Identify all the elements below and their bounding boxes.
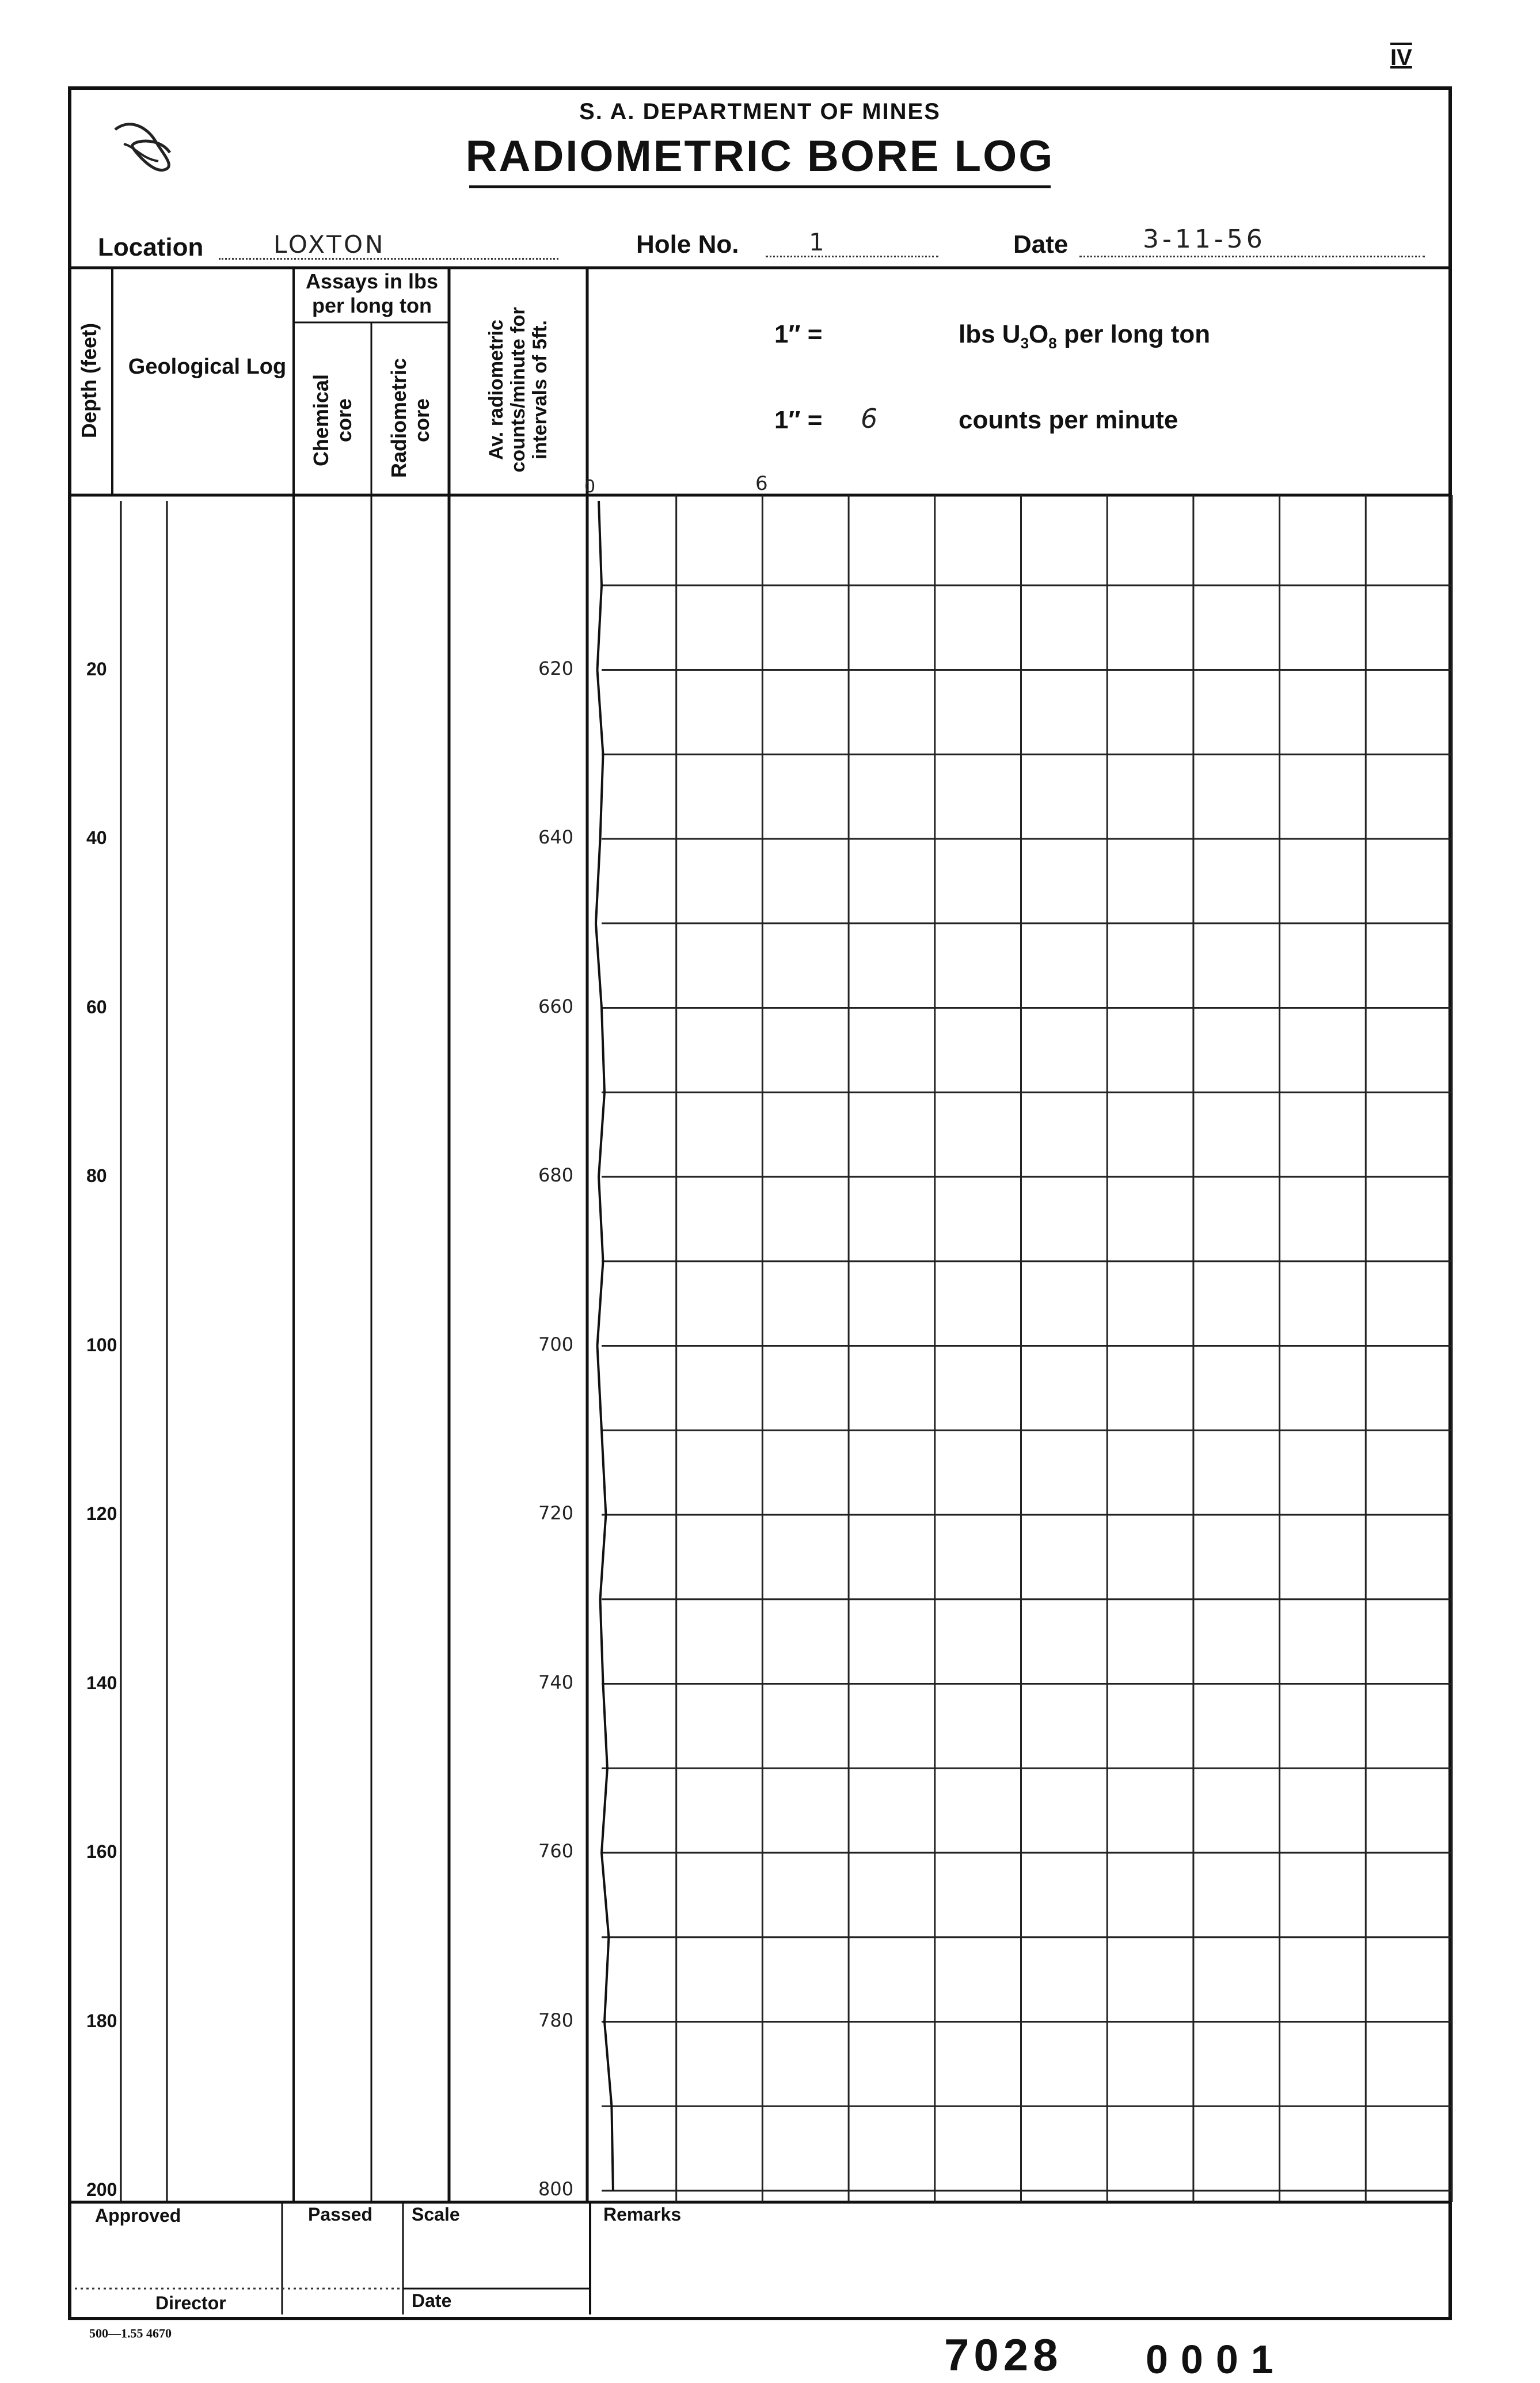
assays-header: Assays in lbs per long ton: [305, 269, 439, 317]
count-value: 620: [538, 657, 574, 679]
scale-line2-unit: counts per minute: [959, 406, 1178, 434]
approved-label: Approved: [95, 2205, 181, 2226]
depth-tick-label: 80: [86, 1165, 107, 1186]
footer-date-label: Date: [412, 2290, 452, 2311]
radiometric-core-header: Radiometric core: [387, 358, 434, 478]
depth-tick-label: 120: [86, 1503, 117, 1524]
hole-number-value[interactable]: 1: [809, 228, 824, 256]
form-title: RADIOMETRIC BORE LOG: [465, 132, 1055, 181]
date-label: Date: [1013, 230, 1069, 259]
count-value: 660: [538, 995, 574, 1017]
department-heading: S. A. DEPARTMENT OF MINES: [579, 99, 941, 124]
unit-lbs-u: lbs U: [959, 320, 1021, 348]
counts-header: Av. radiometric counts/minute for intervals of 5ft.: [485, 307, 551, 473]
unit-sub-8: 8: [1048, 334, 1057, 352]
unit-o: O: [1029, 320, 1049, 348]
document-number-part2: 0001: [1146, 2337, 1286, 2382]
depth-tick-label: 60: [86, 996, 107, 1017]
count-value: 640: [538, 826, 574, 848]
scale-line1-prefix: 1″ =: [774, 320, 823, 348]
count-value: 740: [538, 1671, 574, 1693]
depth-column-header: Depth (feet): [77, 323, 101, 438]
axis-six-label: 6: [755, 472, 768, 495]
unit-sub-3: 3: [1020, 334, 1029, 352]
depth-tick-label: 200: [86, 2179, 117, 2200]
depth-tick-label: 140: [86, 1672, 117, 1693]
location-value[interactable]: LOXTON: [273, 230, 386, 259]
depth-tick-label: 160: [86, 1841, 117, 1862]
form-code: 500—1.55 4670: [89, 2326, 172, 2340]
corner-mark: IV: [1390, 45, 1412, 70]
depth-tick-label: 100: [86, 1334, 117, 1355]
count-value: 760: [538, 1840, 574, 1862]
scale-line2-prefix: 1″ =: [774, 406, 823, 434]
count-value: 680: [538, 1164, 574, 1186]
depth-tick-label: 20: [86, 658, 107, 679]
remarks-label: Remarks: [603, 2204, 682, 2225]
location-label: Location: [98, 233, 204, 261]
geological-log-header: Geological Log: [128, 355, 287, 379]
scale-line2-value[interactable]: 6: [861, 403, 878, 434]
count-value: 800: [538, 2178, 574, 2200]
count-value: 720: [538, 1502, 574, 1524]
scale-line1-unit: [959, 320, 1210, 352]
passed-label: Passed: [308, 2204, 373, 2225]
unit-per-long-ton: per long ton: [1056, 320, 1211, 348]
document-number-part1: 7028: [944, 2329, 1063, 2380]
axis-zero-label: 0: [584, 477, 596, 497]
depth-tick-label: 40: [86, 827, 107, 848]
date-value[interactable]: 3-11-56: [1143, 225, 1266, 254]
director-label: Director: [155, 2293, 226, 2313]
count-value: 700: [538, 1333, 574, 1355]
scale-label: Scale: [412, 2204, 460, 2225]
hole-number-label: Hole No.: [636, 230, 739, 259]
depth-tick-label: 180: [86, 2010, 117, 2031]
chart-grid: [602, 495, 1452, 2202]
count-value: 780: [538, 2009, 574, 2031]
chemical-core-header: Chemical core: [309, 374, 356, 467]
